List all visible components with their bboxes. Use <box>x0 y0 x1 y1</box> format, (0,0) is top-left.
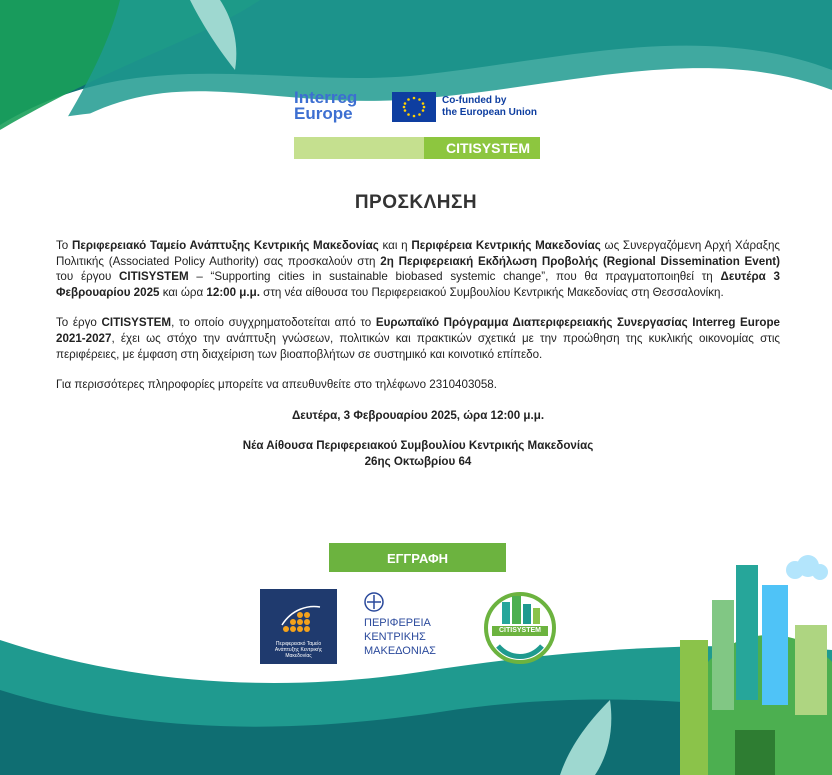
register-button[interactable]: ΕΓΓΡΑΦΗ <box>329 543 506 572</box>
citisystem-badge-logo: CITISYSTEM <box>482 588 558 666</box>
greek-emblem-icon <box>364 592 384 612</box>
top-logos <box>294 88 540 163</box>
regional-fund-logo: Περιφερειακό Ταμείο Ανάπτυξης Κεντρικής Μακεδονίας <box>260 589 337 664</box>
paragraph-contact: Για περισσότερες πληροφορίες μπορείτε να απευθυνθείτε στο τηλέφωνο 2310403058. <box>56 378 497 392</box>
paragraph-project: Το έργο CITISYSTEM, το οποίο συγχρηματοδοτείται από το Ευρωπαϊκό Πρόγραμμα Διαπεριφερειακής Συνεργασίας Interreg Europe 2021-2027, έχει ως στόχο την ανάπτυξη γνώσεων, πολιτικών και πρακτικών σχετικά με την προώθηση της κυκλικής οικονομίας στις περιφέρειες, με έμφαση στη διαχείριση των βιοαποβλήτων σε συστημικό και κοινοτικό επίπεδο. <box>56 316 781 361</box>
eu-flag-icon <box>392 92 436 122</box>
paragraph-invitation: Το Περιφερειακό Ταμείο Ανάπτυξης Κεντρικής Μακεδονίας και η Περιφέρεια Κεντρικής Μακεδονίας ως Συνεργαζόμενη Αρχή Χάραξης Πολιτικής (Associated Policy Authority) σας προσκαλούν στη 2η Περιφερειακή Εκδήλωση Προβολής (Regional Dissemination Event) του έργου CITISYSTEM – “Supporting cities in sustainable biobased systemic change”, που θα πραγματοποιηθεί τη Δευτέρα 3 Φεβρουαρίου 2025 και ώρα 12:00 μ.μ. στη νέα αίθουσα του Περιφερειακού Συμβουλίου Κεντρικής Μακεδονίας στη Θεσσαλονίκη. <box>56 239 781 299</box>
region-central-macedonia-logo: ΠΕΡΙΦΕΡΕΙΑ ΚΕΝΤΡΙΚΗΣ ΜΑΚΕΔΟΝΙΑΣ <box>362 590 452 665</box>
invitation-body <box>56 238 780 470</box>
eu-cofunded-text: Co-funded by the European Union <box>442 95 537 118</box>
dots-icon <box>278 603 322 635</box>
event-venue: Νέα Αίθουσα Περιφερειακού Συμβουλίου Κεντρικής Μακεδονίας 26ης Οκτωβρίου 64 <box>242 439 594 468</box>
interreg-europe-logo: Interreg Europe <box>294 88 358 123</box>
event-date: Δευτέρα, 3 Φεβρουαρίου 2025, ώρα 12:00 μ.μ. <box>291 408 545 422</box>
citisystem-bar: CITISYSTEM <box>294 137 540 159</box>
page-title: ΠΡΟΣΚΛΗΣΗ <box>354 192 478 213</box>
